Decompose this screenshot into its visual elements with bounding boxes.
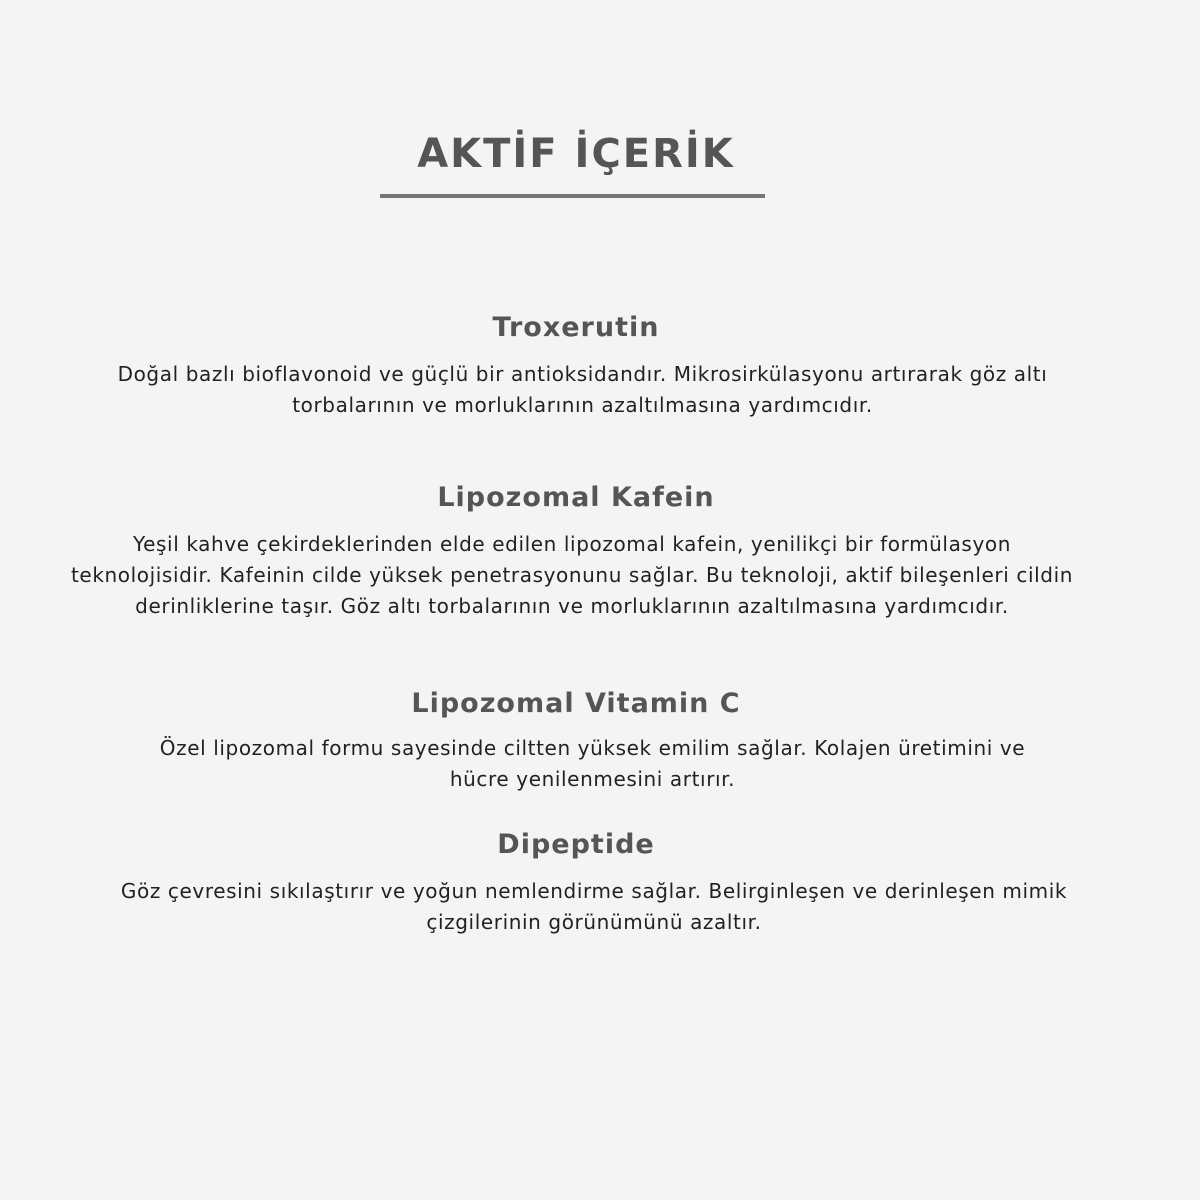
section-title-dipeptide: Dipeptide [497,829,655,860]
section-body-troxerutin: Doğal bazlı bioflavonoid ve güçlü bir antioksidandır. Mikrosirkülasyonu artırarak göz altı torbalarının ve morluklarının azaltılmasına yardımcıdır. [117,362,1048,417]
section-title-lipozomal-kafein: Lipozomal Kafein [437,482,715,513]
section-title-lipozomal-vitamin-c: Lipozomal Vitamin C [411,688,741,719]
section-body-lipozomal-vitamin-c: Özel lipozomal formu sayesinde ciltten yüksek emilim sağlar. Kolajen üretimini ve hücre yenilenmesini artırır. [159,736,1026,791]
section-body-dipeptide: Göz çevresini sıkılaştırır ve yoğun nemlendirme sağlar. Belirginleşen ve derinleşen mimik çizgilerinin görünümünü azaltır. [120,879,1068,934]
section-title-troxerutin: Troxerutin [492,312,660,343]
section-body-lipozomal-kafein: Yeşil kahve çekirdeklerinden elde edilen lipozomal kafein, yenilikçi bir formülasyon teknolojisidir. Kafeinin cilde yüksek penetrasyonunu sağlar. Bu teknoloji, aktif bileşenleri cildin derinliklerine taşır. Göz altı torbalarının ve morluklarının azaltılmasına yardımcıdır. [70,532,1074,618]
page-title: AKTİF İÇERİK [417,131,735,177]
title-underline [380,194,765,198]
